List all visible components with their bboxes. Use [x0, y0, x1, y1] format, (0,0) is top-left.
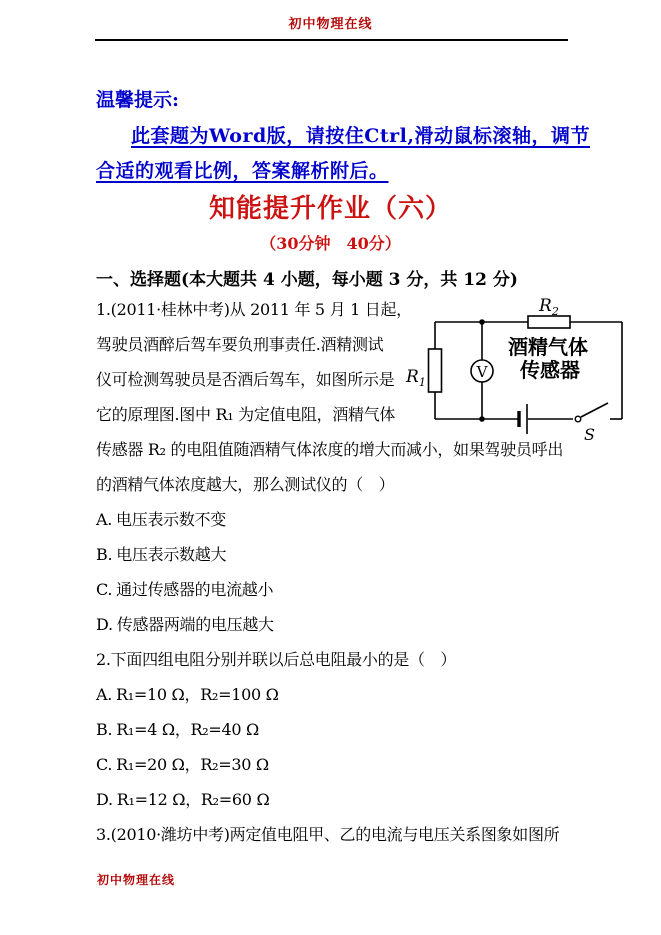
header-divider	[95, 39, 568, 41]
sensor-caption-line-2: 传感器	[520, 358, 580, 382]
q1-line-6: 的酒精气体浓度越大，那么测试仪的（ ）	[96, 475, 395, 494]
option-label: A.	[96, 510, 113, 529]
q1-line-4: 它的原理图.图中 R₁ 为定值电阻，酒精气体	[96, 405, 396, 424]
q2-stem: 2.下面四组电阻分别并联以后总电阻最小的是（ ）	[96, 650, 457, 669]
option-text: R₁=10 Ω，R₂=100 Ω	[116, 685, 279, 704]
circuit-figure	[400, 293, 640, 445]
option-label: D.	[96, 790, 113, 809]
q1-option-c	[96, 579, 273, 601]
option-label: A.	[96, 685, 113, 704]
option-text: 电压表示数越大	[116, 545, 227, 564]
battery-icon	[519, 404, 527, 434]
junction-dot-top	[479, 319, 485, 325]
q1-line-3: 仪可检测驾驶员是否酒后驾车，如图所示是	[96, 370, 395, 389]
voltmeter-label: V	[476, 363, 488, 381]
q1-option-b	[96, 544, 226, 566]
q1-line-2: 驾驶员酒醉后驾车要负刑事责任.酒精测试	[96, 335, 384, 354]
q1-line-1: 1.(2011·桂林中考)从 2011 年 5 月 1 日起，	[96, 300, 412, 319]
option-text: R₁=12 Ω，R₂=60 Ω	[116, 790, 270, 809]
q2-option-a	[96, 684, 279, 706]
q2-option-d	[96, 789, 269, 811]
q1-line-5: 传感器 R₂ 的电阻值随酒精气体浓度的增大而减小，如果驾驶员呼出	[96, 440, 564, 459]
notice-title: 温馨提示:	[96, 89, 180, 111]
option-text: R₁=20 Ω，R₂=30 Ω	[116, 755, 269, 774]
q2-option-b	[96, 719, 259, 741]
page-footer-text: 初中物理在线	[97, 873, 176, 887]
option-text: 通过传感器的电流越小	[116, 580, 274, 599]
switch-label: S	[584, 425, 595, 444]
option-label: C.	[96, 580, 113, 599]
junction-dot-bottom	[479, 416, 485, 422]
q1-option-a	[96, 509, 226, 531]
option-text: 电压表示数不变	[116, 510, 226, 529]
option-text: R₁=4 Ω，R₂=40 Ω	[116, 720, 260, 739]
option-text: 传感器两端的电压越大	[116, 615, 274, 634]
page-header-text: 初中物理在线	[288, 17, 373, 32]
resistor-r2-symbol	[528, 316, 570, 328]
q2-option-c	[96, 754, 269, 776]
section-heading: 一、选择题(本大题共 4 小题，每小题 3 分，共 12 分)	[96, 270, 518, 290]
r1-label: $R_1$	[406, 367, 426, 389]
switch-icon	[575, 403, 608, 422]
option-label: B.	[96, 720, 113, 739]
switch-pivot	[575, 416, 581, 422]
q1-option-d	[96, 614, 274, 636]
option-label: C.	[96, 755, 113, 774]
doc-title: 知能提升作业（六）	[208, 194, 452, 224]
option-label: D.	[96, 615, 113, 634]
option-label: B.	[96, 545, 113, 564]
doc-subtitle: （30分钟 40分）	[260, 234, 401, 253]
r2-label: $R_2$	[539, 296, 559, 318]
notice-line-2: 合适的观看比例，答案解析附后。	[96, 160, 389, 182]
switch-blade	[581, 403, 608, 417]
resistor-r1-symbol	[429, 349, 442, 392]
notice-line-1: 此套题为Word版，请按住Ctrl,滑动鼠标滚轴，调节	[131, 125, 590, 147]
q3-stem: 3.(2010·潍坊中考)两定值电阻甲、乙的电流与电压关系图象如图所	[96, 825, 560, 844]
sensor-caption-line-1: 酒精气体	[508, 335, 588, 359]
